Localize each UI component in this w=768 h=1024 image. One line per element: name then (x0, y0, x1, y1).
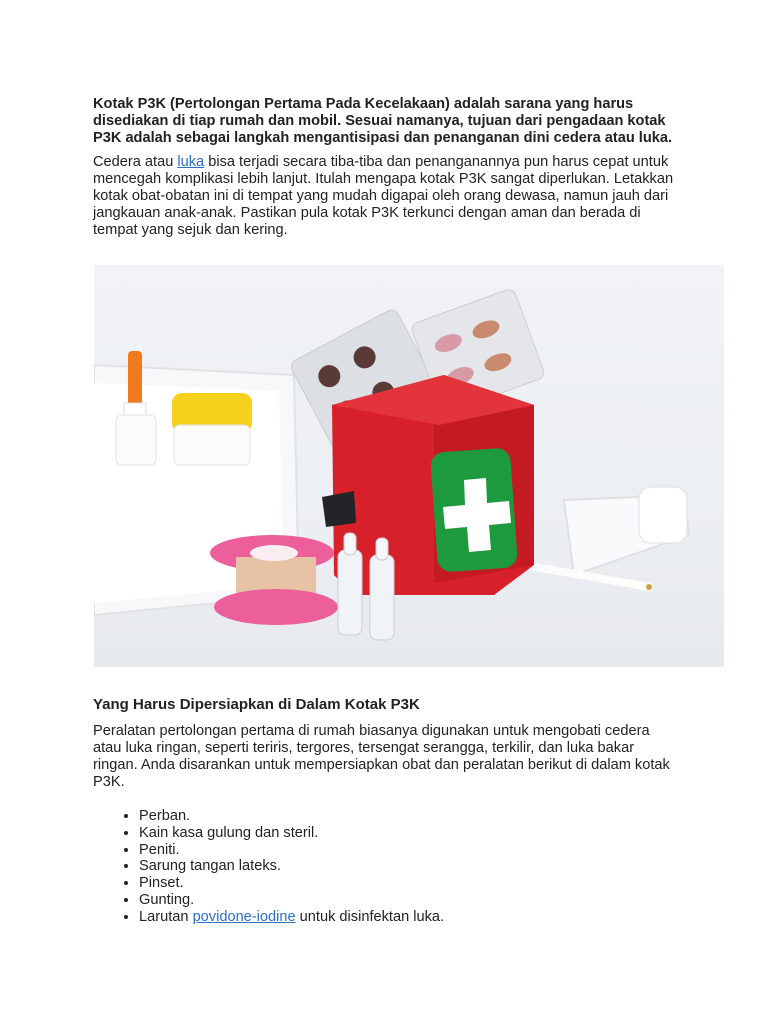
povidone-iodine-link[interactable]: povidone-iodine (192, 908, 296, 925)
list-item (139, 909, 444, 926)
list-item: • Sarung tangan lateks. (139, 858, 444, 875)
intro-text-end: bisa terjadi secara tiba-tiba dan penanganannya pun harus cepat untuk mencegah komplikasi lebih lanjut. Itulah mengapa kotak P3K sangat diperlukan. Letakkan kotak obat-obatan ini di tempat yang mudah digapai oleh orang dewasa, namun jauh dari jangkauan anak-anak. Pastikan pula kotak P3K terkunci dengan aman dan berada di tempat yang sejuk dan kering. (93, 154, 674, 238)
list-item-text-start: Larutan (139, 908, 193, 925)
first-aid-kit-photo (94, 265, 724, 667)
luka-link[interactable]: luka (177, 154, 205, 170)
article-body (93, 96, 683, 239)
list-item-text-end: untuk disinfektan luka. (295, 908, 445, 925)
supplies-list (93, 808, 444, 926)
section-heading: Yang Harus Dipersiapkan di Dalam Kotak P3K (93, 696, 420, 713)
intro-paragraph (93, 154, 683, 239)
list-item: • Kain kasa gulung dan steril. (139, 825, 444, 842)
supplies-paragraph: Peralatan pertolongan pertama di rumah biasanya digunakan untuk mengobati cedera atau luka ringan, seperti teriris, tergores, tersengat serangga, terkilir, dan luka bakar ringan. Anda disarankan untuk mempersiapkan obat dan peralatan berikut di dalam kotak P3K. (93, 723, 670, 790)
list-item: • Gunting. (139, 892, 444, 909)
list-item: • Peniti. (139, 842, 444, 859)
list-item: • Pinset. (139, 875, 444, 892)
intro-text-start: Cedera atau (93, 154, 178, 170)
list-item: • Perban. (139, 808, 444, 825)
lead-paragraph: Kotak P3K (Pertolongan Pertama Pada Kecelakaan) adalah sarana yang harus disediakan di tiap rumah dan mobil. Sesuai namanya, tujuan dari pengadaan kotak P3K adalah sebagai langkah mengantisipasi dan penanganan dini cedera atau luka. (93, 96, 673, 146)
